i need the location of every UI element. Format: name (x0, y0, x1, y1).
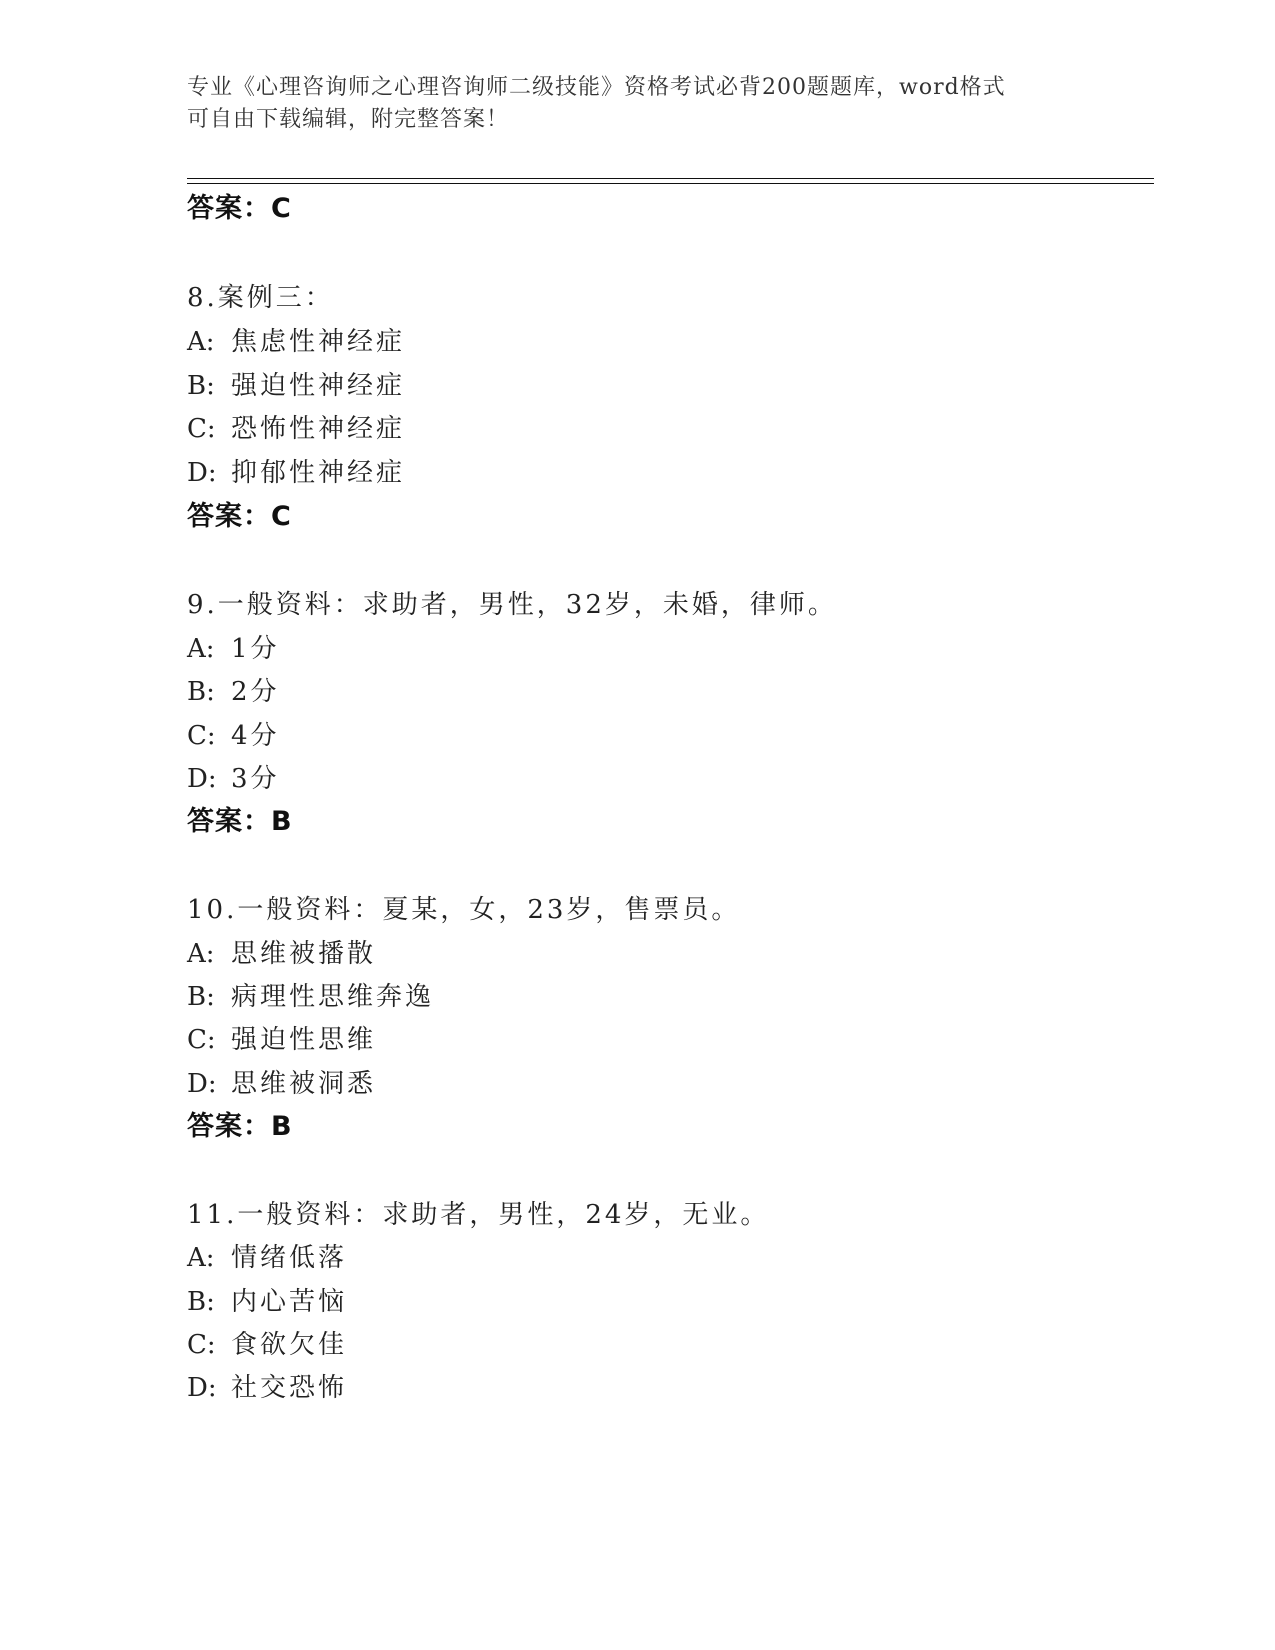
option-text: 强迫性思维 (231, 1025, 377, 1055)
option-text: 情绪低落 (231, 1243, 348, 1273)
option-text: 焦虑性神经症 (231, 327, 406, 357)
option-d (187, 1372, 347, 1404)
answer-line: 答案：C (187, 193, 292, 224)
question-stem: 9.一般资料：求助者，男性，32岁，未婚，律师。 (187, 590, 837, 620)
option-key: C: (187, 1025, 216, 1055)
option-key: A: (187, 634, 215, 664)
option-key: A: (187, 1243, 215, 1273)
option-text: 社交恐怖 (231, 1373, 348, 1403)
question-stem: 11.一般资料：求助者，男性，24岁，无业。 (187, 1200, 770, 1230)
option-c (187, 1024, 376, 1056)
option-text: 思维被播散 (231, 939, 377, 969)
question-stem: 8.案例三： (187, 283, 334, 313)
option-a (187, 633, 280, 665)
option-d (187, 763, 280, 795)
option-text: 恐怖性神经症 (231, 414, 406, 444)
option-b (187, 676, 280, 708)
option-key: D: (187, 1069, 217, 1099)
option-key: D: (187, 764, 217, 794)
option-b (187, 1286, 347, 1318)
option-text: 4分 (231, 721, 280, 751)
option-key: A: (187, 939, 215, 969)
option-key: A: (187, 327, 215, 357)
option-b (187, 981, 434, 1013)
option-key: D: (187, 1373, 217, 1403)
answer-line: 答案：B (187, 1111, 293, 1142)
option-text: 病理性思维奔逸 (231, 982, 435, 1012)
option-key: C: (187, 414, 216, 444)
option-text: 3分 (231, 764, 280, 794)
header-rule-bottom (187, 183, 1154, 184)
option-a (187, 326, 405, 358)
option-key: B: (187, 371, 215, 401)
option-text: 抑郁性神经症 (231, 458, 406, 488)
option-text: 思维被洞悉 (231, 1069, 377, 1099)
option-c (187, 1329, 347, 1361)
header-line-1: 专业《心理咨询师之心理咨询师二级技能》资格考试必背200题题库，word格式 (187, 75, 1006, 100)
option-text: 强迫性神经症 (231, 371, 406, 401)
option-key: B: (187, 677, 215, 707)
question-stem: 10.一般资料：夏某，女，23岁，售票员。 (187, 895, 741, 925)
option-key: C: (187, 1330, 216, 1360)
option-key: C: (187, 721, 216, 751)
option-d (187, 457, 405, 489)
option-b (187, 370, 405, 402)
option-a (187, 938, 376, 970)
option-d (187, 1068, 376, 1100)
answer-line: 答案：C (187, 501, 292, 532)
option-text: 2分 (231, 677, 280, 707)
option-key: D: (187, 458, 217, 488)
option-a (187, 1242, 347, 1274)
option-c (187, 413, 405, 445)
header-line-2: 可自由下载编辑，附完整答案！ (187, 107, 510, 132)
option-text: 内心苦恼 (231, 1287, 348, 1317)
option-text: 1分 (231, 634, 280, 664)
header-rule-top (187, 178, 1154, 179)
option-key: B: (187, 982, 215, 1012)
option-c (187, 720, 280, 752)
option-key: B: (187, 1287, 215, 1317)
option-text: 食欲欠佳 (231, 1330, 348, 1360)
document-header (187, 72, 1087, 136)
answer-line: 答案：B (187, 806, 293, 837)
